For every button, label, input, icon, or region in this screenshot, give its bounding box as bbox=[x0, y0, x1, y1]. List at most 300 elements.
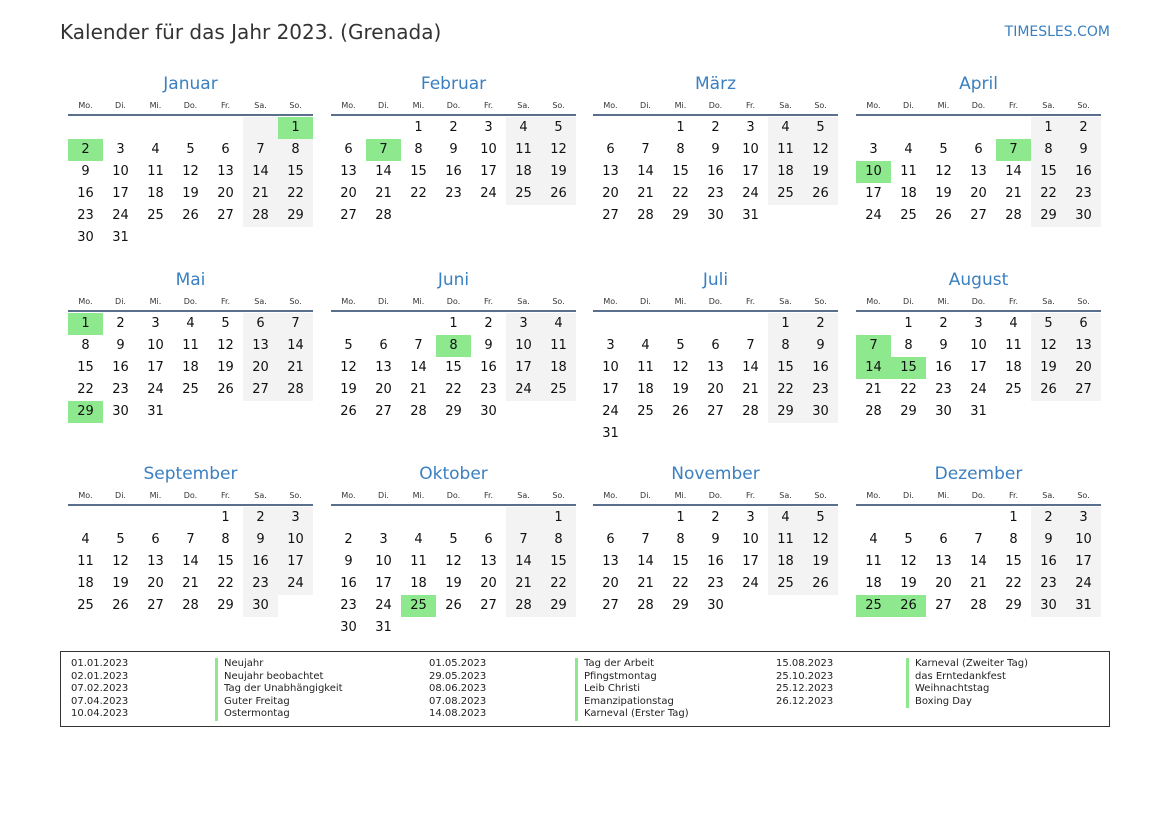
day-cell: 30 bbox=[935, 404, 952, 419]
day-cell: 20 bbox=[375, 382, 392, 397]
day-cell: 19 bbox=[1031, 357, 1066, 379]
day-cell: 25 bbox=[401, 595, 436, 617]
weekday-label: Do. bbox=[971, 100, 986, 110]
day-cell: 29 bbox=[68, 401, 103, 423]
day-cell: 15 bbox=[541, 551, 576, 573]
weekday-label: Sa. bbox=[254, 490, 267, 500]
day-cell: 20 bbox=[602, 576, 619, 591]
weekday-label: Mo. bbox=[866, 296, 881, 306]
day-cell: 8 bbox=[278, 139, 313, 161]
weekday-label: Mi. bbox=[412, 296, 425, 306]
day-cell: 23 bbox=[1066, 183, 1101, 205]
day-cell: 2 bbox=[939, 316, 948, 331]
legend-holiday-name: Guter Freitag bbox=[224, 695, 290, 707]
day-cell: 21 bbox=[182, 576, 199, 591]
day-cell: 13 bbox=[243, 335, 278, 357]
weekday-label: Do. bbox=[971, 490, 986, 500]
day-cell: 4 bbox=[768, 507, 803, 529]
day-cell: 25 bbox=[541, 379, 576, 401]
day-cell: 6 bbox=[1066, 313, 1101, 335]
day-cell: 24 bbox=[742, 576, 759, 591]
day-cell: 20 bbox=[340, 186, 357, 201]
weekday-label: Di. bbox=[115, 100, 126, 110]
weekday-label: Mo. bbox=[603, 100, 618, 110]
empty-day-cell bbox=[926, 117, 961, 139]
day-cell: 23 bbox=[112, 382, 129, 397]
day-cell: 10 bbox=[970, 338, 987, 353]
day-cell: 4 bbox=[768, 117, 803, 139]
day-cell: 4 bbox=[151, 142, 160, 157]
day-cell: 10 bbox=[480, 142, 497, 157]
weekday-label: So. bbox=[814, 490, 827, 500]
day-cell: 2 bbox=[1031, 507, 1066, 529]
weekday-label: Do. bbox=[446, 296, 461, 306]
day-cell: 1 bbox=[278, 117, 313, 139]
day-cell: 10 bbox=[742, 142, 759, 157]
day-cell: 18 bbox=[768, 551, 803, 573]
day-cell: 22 bbox=[278, 183, 313, 205]
day-cell: 18 bbox=[900, 186, 917, 201]
day-cell: 12 bbox=[182, 164, 199, 179]
day-cell: 1 bbox=[676, 510, 685, 525]
day-cell: 8 bbox=[221, 532, 230, 547]
day-cell: 1 bbox=[449, 316, 458, 331]
weekday-label: Di. bbox=[378, 296, 389, 306]
empty-day-cell bbox=[663, 423, 698, 445]
day-cell: 6 bbox=[379, 338, 388, 353]
legend-date: 07.02.2023 bbox=[71, 683, 129, 695]
day-cell: 14 bbox=[637, 164, 654, 179]
day-cell: 19 bbox=[803, 551, 838, 573]
day-cell: 5 bbox=[803, 117, 838, 139]
weekday-label: Mi. bbox=[412, 490, 425, 500]
day-cell: 28 bbox=[742, 404, 759, 419]
day-cell: 25 bbox=[506, 183, 541, 205]
day-cell: 17 bbox=[278, 551, 313, 573]
weekday-label: Fr. bbox=[745, 296, 756, 306]
month-11 bbox=[593, 462, 838, 617]
legend-names-col-1 bbox=[215, 658, 343, 721]
day-grid bbox=[593, 313, 838, 445]
weekday-label: Mi. bbox=[937, 100, 950, 110]
day-cell: 12 bbox=[541, 139, 576, 161]
day-cell: 10 bbox=[506, 335, 541, 357]
day-cell: 22 bbox=[900, 382, 917, 397]
day-cell: 3 bbox=[869, 142, 878, 157]
legend-holiday-name: Karneval (Zweiter Tag) bbox=[915, 658, 1028, 669]
day-cell: 24 bbox=[602, 404, 619, 419]
weekday-label: Do. bbox=[708, 490, 723, 500]
weekday-label: So. bbox=[814, 296, 827, 306]
day-cell: 29 bbox=[1031, 205, 1066, 227]
day-cell: 12 bbox=[803, 139, 838, 161]
empty-day-cell bbox=[138, 227, 173, 249]
day-cell: 19 bbox=[803, 161, 838, 183]
day-cell: 11 bbox=[637, 360, 654, 375]
day-grid bbox=[856, 117, 1101, 227]
day-cell: 7 bbox=[186, 532, 195, 547]
empty-day-cell bbox=[68, 507, 103, 529]
month-name: Juli bbox=[702, 270, 729, 290]
month-3 bbox=[593, 72, 838, 227]
day-cell: 23 bbox=[445, 186, 462, 201]
day-cell: 5 bbox=[939, 142, 948, 157]
empty-day-cell bbox=[278, 595, 313, 617]
day-cell: 17 bbox=[1066, 551, 1101, 573]
empty-day-cell bbox=[961, 117, 996, 139]
day-cell: 12 bbox=[445, 554, 462, 569]
day-cell: 27 bbox=[935, 598, 952, 613]
weekday-label: Sa. bbox=[254, 296, 267, 306]
day-cell: 28 bbox=[410, 404, 427, 419]
day-cell: 11 bbox=[147, 164, 164, 179]
day-cell: 14 bbox=[375, 164, 392, 179]
day-cell: 3 bbox=[974, 316, 983, 331]
day-cell: 23 bbox=[243, 573, 278, 595]
day-cell: 26 bbox=[340, 404, 357, 419]
weekday-label: Sa. bbox=[517, 490, 530, 500]
month-name: August bbox=[948, 270, 1009, 290]
day-cell: 8 bbox=[541, 529, 576, 551]
day-cell: 29 bbox=[672, 598, 689, 613]
empty-day-cell bbox=[173, 117, 208, 139]
day-cell: 9 bbox=[711, 532, 720, 547]
day-cell: 30 bbox=[1066, 205, 1101, 227]
day-cell: 6 bbox=[344, 142, 353, 157]
day-cell: 27 bbox=[602, 598, 619, 613]
weekday-label: Mi. bbox=[149, 100, 162, 110]
day-cell: 21 bbox=[865, 382, 882, 397]
day-cell: 18 bbox=[637, 382, 654, 397]
day-cell: 26 bbox=[1031, 379, 1066, 401]
day-cell: 22 bbox=[768, 379, 803, 401]
legend-holiday-name: Emanzipationstag bbox=[584, 695, 674, 707]
day-cell: 3 bbox=[116, 142, 125, 157]
day-cell: 12 bbox=[935, 164, 952, 179]
empty-day-cell bbox=[436, 617, 471, 639]
day-cell: 5 bbox=[904, 532, 913, 547]
legend-holiday-name: Boxing Day bbox=[915, 695, 972, 707]
day-cell: 1 bbox=[768, 313, 803, 335]
day-cell: 16 bbox=[243, 551, 278, 573]
day-grid bbox=[331, 117, 576, 227]
day-cell: 22 bbox=[1005, 576, 1022, 591]
day-cell: 1 bbox=[904, 316, 913, 331]
empty-day-cell bbox=[366, 507, 401, 529]
day-cell: 11 bbox=[900, 164, 917, 179]
weekday-label: Mo. bbox=[341, 490, 356, 500]
empty-day-cell bbox=[173, 507, 208, 529]
empty-day-cell bbox=[243, 401, 278, 423]
day-cell: 9 bbox=[81, 164, 90, 179]
day-cell: 25 bbox=[856, 595, 891, 617]
weekday-label: Di. bbox=[903, 490, 914, 500]
day-cell: 26 bbox=[217, 382, 234, 397]
legend-date: 15.08.2023 bbox=[776, 658, 834, 669]
day-cell: 11 bbox=[768, 529, 803, 551]
weekday-label: Do. bbox=[446, 100, 461, 110]
day-cell: 8 bbox=[768, 335, 803, 357]
day-cell: 14 bbox=[742, 360, 759, 375]
day-cell: 5 bbox=[221, 316, 230, 331]
empty-day-cell bbox=[1031, 401, 1066, 423]
day-cell: 21 bbox=[506, 573, 541, 595]
day-cell: 1 bbox=[1031, 117, 1066, 139]
day-cell: 25 bbox=[768, 573, 803, 595]
empty-day-cell bbox=[1066, 401, 1101, 423]
day-grid bbox=[68, 313, 313, 423]
day-cell: 7 bbox=[996, 139, 1031, 161]
legend-date: 14.08.2023 bbox=[429, 708, 487, 720]
month-7 bbox=[593, 268, 838, 445]
day-cell: 25 bbox=[900, 208, 917, 223]
day-cell: 12 bbox=[900, 554, 917, 569]
legend-date: 29.05.2023 bbox=[429, 670, 487, 682]
day-cell: 4 bbox=[541, 313, 576, 335]
empty-day-cell bbox=[768, 595, 803, 617]
weekday-label: Fr. bbox=[1008, 296, 1019, 306]
day-cell: 27 bbox=[1066, 379, 1101, 401]
day-cell: 23 bbox=[340, 598, 357, 613]
weekday-label: Mi. bbox=[674, 100, 687, 110]
weekday-label: Fr. bbox=[745, 490, 756, 500]
empty-day-cell bbox=[733, 313, 768, 335]
day-cell: 22 bbox=[541, 573, 576, 595]
empty-day-cell bbox=[471, 205, 506, 227]
legend-names-col-3 bbox=[906, 658, 1028, 708]
day-cell: 14 bbox=[243, 161, 278, 183]
day-cell: 7 bbox=[641, 532, 650, 547]
day-cell: 4 bbox=[641, 338, 650, 353]
day-cell: 4 bbox=[186, 316, 195, 331]
month-name: September bbox=[143, 464, 238, 484]
weekday-header bbox=[593, 486, 838, 506]
day-cell: 10 bbox=[856, 161, 891, 183]
empty-day-cell bbox=[103, 117, 138, 139]
empty-day-cell bbox=[541, 617, 576, 639]
day-cell: 11 bbox=[182, 338, 199, 353]
empty-day-cell bbox=[331, 117, 366, 139]
empty-day-cell bbox=[436, 507, 471, 529]
day-cell: 20 bbox=[480, 576, 497, 591]
day-cell: 17 bbox=[147, 360, 164, 375]
day-cell: 12 bbox=[217, 338, 234, 353]
day-cell: 24 bbox=[112, 208, 129, 223]
day-cell: 24 bbox=[480, 186, 497, 201]
day-cell: 9 bbox=[1031, 529, 1066, 551]
day-cell: 16 bbox=[803, 357, 838, 379]
day-cell: 9 bbox=[711, 142, 720, 157]
day-cell: 21 bbox=[637, 576, 654, 591]
day-cell: 14 bbox=[410, 360, 427, 375]
day-cell: 11 bbox=[865, 554, 882, 569]
day-cell: 11 bbox=[1005, 338, 1022, 353]
weekday-label: So. bbox=[1077, 100, 1090, 110]
day-cell: 12 bbox=[803, 529, 838, 551]
weekday-label: So. bbox=[289, 296, 302, 306]
day-cell: 19 bbox=[900, 576, 917, 591]
weekday-header bbox=[331, 486, 576, 506]
day-cell: 29 bbox=[541, 595, 576, 617]
legend-holiday-name: Tag der Arbeit bbox=[584, 658, 655, 669]
day-cell: 15 bbox=[768, 357, 803, 379]
day-cell: 20 bbox=[935, 576, 952, 591]
weekday-label: Mo. bbox=[341, 100, 356, 110]
weekday-label: Sa. bbox=[1042, 296, 1055, 306]
day-cell: 8 bbox=[676, 142, 685, 157]
day-cell: 1 bbox=[541, 507, 576, 529]
day-cell: 20 bbox=[707, 382, 724, 397]
empty-day-cell bbox=[331, 507, 366, 529]
day-cell: 10 bbox=[375, 554, 392, 569]
legend-holiday-name: das Erntedankfest bbox=[915, 670, 1006, 682]
weekday-label: So. bbox=[814, 100, 827, 110]
weekday-label: Di. bbox=[903, 100, 914, 110]
weekday-label: Do. bbox=[183, 296, 198, 306]
day-cell: 31 bbox=[147, 404, 164, 419]
day-grid bbox=[593, 117, 838, 227]
day-cell: 23 bbox=[707, 576, 724, 591]
day-cell: 12 bbox=[112, 554, 129, 569]
day-cell: 15 bbox=[672, 164, 689, 179]
weekday-label: Sa. bbox=[779, 296, 792, 306]
legend-date: 02.01.2023 bbox=[71, 670, 129, 682]
day-cell: 6 bbox=[484, 532, 493, 547]
empty-day-cell bbox=[541, 205, 576, 227]
day-cell: 27 bbox=[340, 208, 357, 223]
weekday-label: Di. bbox=[640, 490, 651, 500]
day-cell: 1 bbox=[676, 120, 685, 135]
day-cell: 7 bbox=[641, 142, 650, 157]
day-cell: 14 bbox=[856, 357, 891, 379]
day-cell: 24 bbox=[865, 208, 882, 223]
day-cell: 6 bbox=[974, 142, 983, 157]
empty-day-cell bbox=[506, 205, 541, 227]
day-grid bbox=[593, 507, 838, 617]
day-cell: 24 bbox=[1066, 573, 1101, 595]
day-cell: 28 bbox=[278, 379, 313, 401]
weekday-label: Fr. bbox=[1008, 490, 1019, 500]
weekday-label: Sa. bbox=[517, 100, 530, 110]
day-cell: 13 bbox=[602, 164, 619, 179]
empty-day-cell bbox=[961, 507, 996, 529]
day-cell: 30 bbox=[480, 404, 497, 419]
day-cell: 13 bbox=[1066, 335, 1101, 357]
empty-day-cell bbox=[471, 507, 506, 529]
day-grid bbox=[856, 507, 1101, 617]
day-cell: 25 bbox=[768, 183, 803, 205]
day-cell: 29 bbox=[1005, 598, 1022, 613]
day-cell: 28 bbox=[637, 208, 654, 223]
day-cell: 17 bbox=[742, 554, 759, 569]
empty-day-cell bbox=[733, 595, 768, 617]
weekday-label: So. bbox=[552, 296, 565, 306]
day-cell: 9 bbox=[1066, 139, 1101, 161]
day-cell: 26 bbox=[803, 183, 838, 205]
day-cell: 21 bbox=[742, 382, 759, 397]
site-link[interactable]: TIMESLES.COM bbox=[1004, 24, 1110, 40]
weekday-label: Fr. bbox=[220, 490, 231, 500]
empty-day-cell bbox=[803, 423, 838, 445]
day-cell: 6 bbox=[939, 532, 948, 547]
day-cell: 5 bbox=[186, 142, 195, 157]
day-cell: 3 bbox=[506, 313, 541, 335]
empty-day-cell bbox=[401, 617, 436, 639]
day-cell: 2 bbox=[711, 120, 720, 135]
day-cell: 11 bbox=[541, 335, 576, 357]
weekday-label: Di. bbox=[115, 490, 126, 500]
day-cell: 17 bbox=[480, 164, 497, 179]
day-cell: 6 bbox=[606, 142, 615, 157]
weekday-label: Di. bbox=[115, 296, 126, 306]
day-cell: 6 bbox=[606, 532, 615, 547]
day-cell: 3 bbox=[746, 510, 755, 525]
day-cell: 20 bbox=[243, 357, 278, 379]
day-cell: 19 bbox=[935, 186, 952, 201]
month-10 bbox=[331, 462, 576, 639]
day-cell: 8 bbox=[81, 338, 90, 353]
day-cell: 28 bbox=[243, 205, 278, 227]
weekday-label: Mi. bbox=[149, 490, 162, 500]
day-cell: 9 bbox=[449, 142, 458, 157]
month-name: Juni bbox=[437, 270, 470, 290]
empty-day-cell bbox=[926, 507, 961, 529]
day-cell: 24 bbox=[278, 573, 313, 595]
day-cell: 15 bbox=[217, 554, 234, 569]
day-cell: 16 bbox=[935, 360, 952, 375]
day-cell: 28 bbox=[375, 208, 392, 223]
day-cell: 27 bbox=[480, 598, 497, 613]
day-cell: 18 bbox=[410, 576, 427, 591]
day-cell: 18 bbox=[865, 576, 882, 591]
day-cell: 31 bbox=[602, 426, 619, 441]
legend-date: 01.05.2023 bbox=[429, 658, 487, 669]
day-cell: 15 bbox=[445, 360, 462, 375]
day-cell: 27 bbox=[243, 379, 278, 401]
empty-day-cell bbox=[698, 313, 733, 335]
day-cell: 25 bbox=[1005, 382, 1022, 397]
day-cell: 23 bbox=[480, 382, 497, 397]
day-cell: 5 bbox=[1031, 313, 1066, 335]
month-8 bbox=[856, 268, 1101, 423]
day-grid bbox=[68, 117, 313, 249]
day-cell: 2 bbox=[68, 139, 103, 161]
day-cell: 28 bbox=[1005, 208, 1022, 223]
day-cell: 25 bbox=[147, 208, 164, 223]
day-cell: 16 bbox=[1031, 551, 1066, 573]
empty-day-cell bbox=[768, 423, 803, 445]
empty-day-cell bbox=[541, 401, 576, 423]
day-cell: 24 bbox=[375, 598, 392, 613]
day-cell: 2 bbox=[449, 120, 458, 135]
weekday-label: Do. bbox=[971, 296, 986, 306]
day-cell: 8 bbox=[414, 142, 423, 157]
empty-day-cell bbox=[103, 507, 138, 529]
day-cell: 13 bbox=[707, 360, 724, 375]
day-cell: 22 bbox=[445, 382, 462, 397]
day-cell: 6 bbox=[243, 313, 278, 335]
weekday-label: Mi. bbox=[674, 296, 687, 306]
day-cell: 13 bbox=[935, 554, 952, 569]
day-cell: 18 bbox=[1005, 360, 1022, 375]
day-cell: 31 bbox=[1066, 595, 1101, 617]
empty-day-cell bbox=[278, 227, 313, 249]
day-cell: 16 bbox=[1066, 161, 1101, 183]
day-cell: 7 bbox=[506, 529, 541, 551]
legend-dates-col-1 bbox=[71, 658, 128, 721]
day-cell: 15 bbox=[891, 357, 926, 379]
weekday-label: Sa. bbox=[779, 100, 792, 110]
